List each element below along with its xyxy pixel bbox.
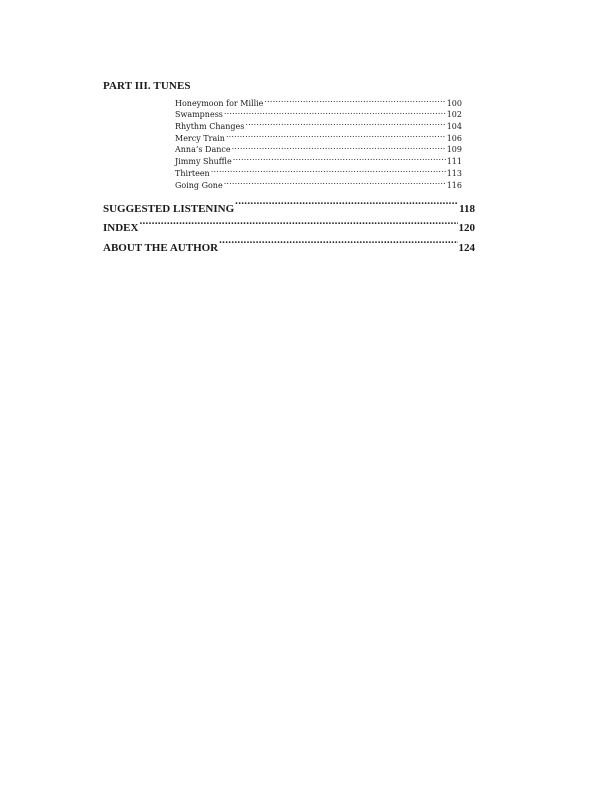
toc-entry-title: Jimmy Shuffle [175,157,232,167]
toc-entry-page: 102 [446,110,462,120]
toc-section-page: 118 [459,202,475,215]
toc-entry[interactable] [175,94,462,106]
dot-leader [233,152,446,164]
toc-entry-title: Anna’s Dance [175,145,231,155]
dot-leader [224,106,446,118]
toc-entry-title: Mercy Train [175,133,225,143]
toc-entry-title: Rhythm Changes [175,122,245,132]
tunes-toc-list [175,94,462,188]
part-heading: PART III. TUNES [103,80,191,92]
toc-section-entry[interactable] [103,212,475,235]
toc-entry-page: 111 [446,157,462,167]
dot-leader [226,129,446,141]
toc-entry-page: 113 [446,168,462,178]
dot-leader [245,117,445,129]
toc-entry-page: 116 [446,180,462,190]
toc-section-title: SUGGESTED LISTENING [103,202,235,215]
toc-entry-title: Going Gone [175,180,223,190]
dot-leader [139,212,457,232]
sections-toc-list [103,192,475,254]
toc-section-entry[interactable] [103,231,475,254]
toc-entry-title: Swampness [175,110,223,120]
dot-leader [219,231,457,251]
toc-entry[interactable] [175,176,462,188]
dot-leader [232,141,446,153]
toc-entry-title: Thirteen [175,168,210,178]
dot-leader [224,176,446,188]
dot-leader [211,164,446,176]
toc-section-entry[interactable] [103,192,475,215]
toc-entry-page: 100 [446,98,462,108]
toc-section-page: 120 [458,222,475,235]
toc-entry-page: 104 [446,122,462,132]
dot-leader [264,94,445,106]
toc-section-title: INDEX [103,222,139,235]
toc-entry[interactable] [175,164,462,176]
dot-leader [235,192,458,212]
toc-entry-title: Honeymoon for Millie [175,98,264,108]
toc-entry-page: 106 [446,133,462,143]
toc-section-page: 124 [458,241,475,254]
toc-entry-page: 109 [446,145,462,155]
toc-section-title: ABOUT THE AUTHOR [103,241,219,254]
